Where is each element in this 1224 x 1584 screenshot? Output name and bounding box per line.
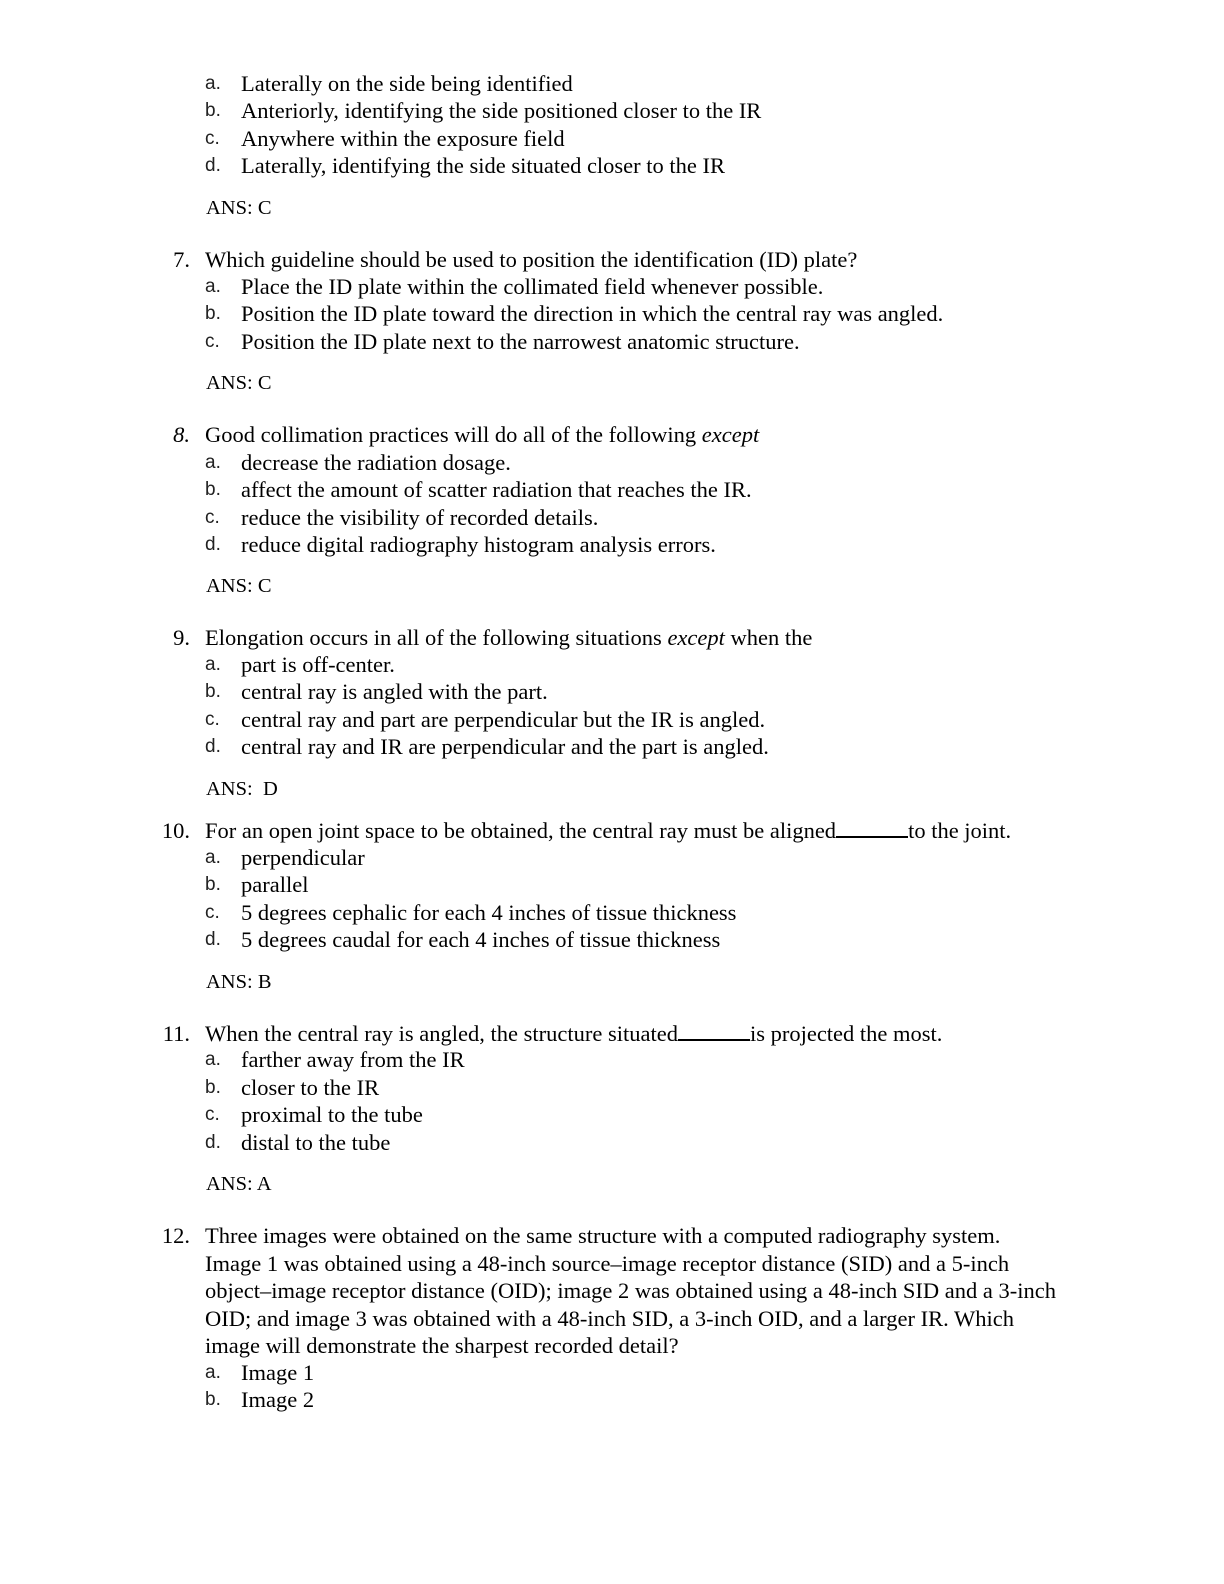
answer-label: ANS: C (206, 197, 272, 219)
answer-label: ANS: C (206, 372, 272, 394)
option-letter: a. (205, 654, 221, 675)
option-text: Place the ID plate within the collimated field whenever possible. (241, 274, 824, 299)
option-text: reduce digital radiography histogram analysis errors. (241, 532, 716, 557)
question-number: 9. (173, 625, 190, 650)
question-number: 10. (161, 818, 190, 843)
option-letter: a. (205, 847, 221, 868)
answer-label: ANS: B (206, 971, 272, 993)
question-stem: Which guideline should be used to position the identification (ID) plate? (205, 247, 858, 272)
fill-in-blank (836, 818, 908, 838)
question-stem: When the central ray is angled, the structure situated is projected the most. (205, 1021, 943, 1046)
option-text: affect the amount of scatter radiation that reaches the IR. (241, 477, 752, 502)
question-stem: For an open joint space to be obtained, the central ray must be aligned to the joint. (205, 818, 1012, 843)
option-letter: a. (205, 1362, 221, 1383)
option-letter: b. (205, 100, 221, 121)
option-text: 5 degrees cephalic for each 4 inches of tissue thickness (241, 900, 737, 925)
option-letter: b. (205, 479, 221, 500)
option-letter: a. (205, 452, 221, 473)
option-letter: d. (205, 929, 221, 950)
option-text: Image 1 (241, 1360, 315, 1385)
option-text: Image 2 (241, 1387, 315, 1412)
option-text: central ray and IR are perpendicular and the part is angled. (241, 734, 769, 759)
option-text: closer to the IR (241, 1075, 380, 1100)
question-stem: Good collimation practices will do all of the following except (205, 422, 760, 447)
option-letter: a. (205, 1049, 221, 1070)
option-text: parallel (241, 872, 309, 897)
option-text: central ray is angled with the part. (241, 679, 548, 704)
option-text: 5 degrees caudal for each 4 inches of tissue thickness (241, 927, 721, 952)
question-number: 12. (161, 1223, 190, 1248)
option-letter: d. (205, 155, 221, 176)
option-text: perpendicular (241, 845, 365, 870)
option-text: distal to the tube (241, 1130, 391, 1155)
option-letter: c. (205, 331, 220, 352)
option-text: central ray and part are perpendicular but the IR is angled. (241, 707, 766, 732)
option-text: Anteriorly, identifying the side positioned closer to the IR (241, 98, 762, 123)
question-number: 11. (162, 1021, 190, 1046)
emphasis-text: except (701, 422, 760, 447)
option-text: part is off-center. (241, 652, 395, 677)
option-text: Laterally on the side being identified (241, 71, 573, 96)
answer-label: ANS: C (206, 575, 272, 597)
option-letter: c. (205, 1104, 220, 1125)
question-stem-line: object–image receptor distance (OID); image 2 was obtained using a 48-inch SID and a 3-inch (205, 1278, 1056, 1303)
option-letter: b. (205, 1077, 221, 1098)
option-text: farther away from the IR (241, 1047, 465, 1072)
option-letter: b. (205, 874, 221, 895)
option-letter: d. (205, 736, 221, 757)
question-stem-line: Image 1 was obtained using a 48-inch source–image receptor distance (SID) and a 5-inch (205, 1251, 1010, 1276)
option-text: Position the ID plate next to the narrowest anatomic structure. (241, 329, 800, 354)
option-letter: c. (205, 507, 220, 528)
option-text: reduce the visibility of recorded details. (241, 505, 599, 530)
option-text: proximal to the tube (241, 1102, 423, 1127)
option-letter: a. (205, 73, 221, 94)
question-stem-line: Three images were obtained on the same structure with a computed radiography system. (205, 1223, 1001, 1248)
question-number: 7. (173, 247, 190, 272)
option-text: Laterally, identifying the side situated closer to the IR (241, 153, 726, 178)
question-stem: Elongation occurs in all of the following situations except when the (205, 625, 813, 650)
emphasis-text: except (667, 625, 725, 650)
answer-label: ANS: D (206, 778, 278, 800)
option-letter: c. (205, 902, 220, 923)
option-letter: b. (205, 681, 221, 702)
option-text: Position the ID plate toward the direction in which the central ray was angled. (241, 301, 944, 326)
fill-in-blank (678, 1021, 750, 1041)
question-stem-line: OID; and image 3 was obtained with a 48-inch SID, a 3-inch OID, and a larger IR. Which (205, 1306, 1014, 1331)
option-letter: d. (205, 534, 221, 555)
option-letter: c. (205, 128, 220, 149)
option-letter: b. (205, 1389, 221, 1410)
question-stem-line: image will demonstrate the sharpest recorded detail? (205, 1333, 679, 1358)
option-text: decrease the radiation dosage. (241, 450, 511, 475)
option-letter: a. (205, 276, 221, 297)
option-letter: b. (205, 303, 221, 324)
question-number: 8. (173, 422, 190, 447)
option-text: Anywhere within the exposure field (241, 126, 565, 151)
option-letter: c. (205, 709, 220, 730)
answer-label: ANS: A (206, 1173, 272, 1195)
option-letter: d. (205, 1132, 221, 1153)
